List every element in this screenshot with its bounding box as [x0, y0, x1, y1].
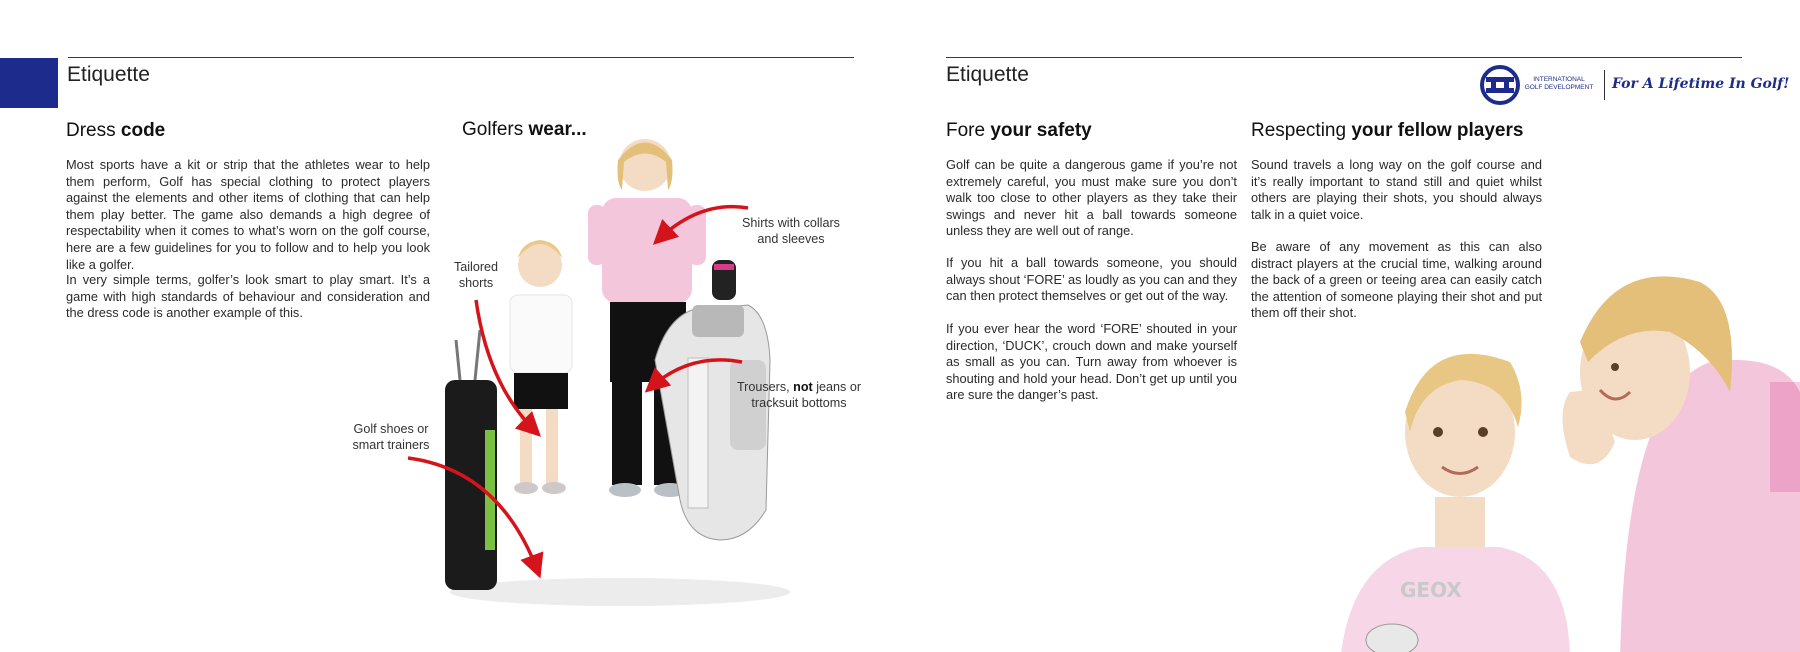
callout-shorts: Tailored shorts [453, 260, 499, 290]
dress-code-paragraph-1: Most sports have a kit or strip that the athletes wear to help them perform, Golf has special clothing to protect players against the elements and other items of clothing that can help them play better. The game also demands a high degree of respectability when it comes to what’s worn on the golf course, here are a few guidelines for you to follow and to help you look like a golfer. [66, 157, 430, 272]
dress-code-paragraph-2: In very simple terms, golfer’s look smart to play smart. It’s a game with high standards of behaviour and consideration and the dress code is another example of this. [66, 272, 430, 321]
svg-text:GEOX: GEOX [1400, 578, 1462, 602]
fore-paragraph-1: Golf can be quite a dangerous game if you’re not extremely careful, you must make sure you don’t walk too close to other players as they take their swings and never hit a ball towards someone unless they are well out of range. [946, 157, 1237, 239]
callout-shirts: Shirts with collars and sleeves [742, 216, 840, 246]
igd-emblem-icon [1480, 65, 1520, 105]
header-rule-right [946, 57, 1742, 58]
fore-paragraph-3: If you ever hear the word ‘FORE’ shouted in your direction, ‘DUCK’, crouch down and make yourself as small as you can. Turn away from whoever is shouting and hold your head. Don’t get up until you are sure the danger’s past. [946, 321, 1237, 403]
fore-safety-heading: Fore your safety [946, 120, 1092, 141]
section-title-left: Etiquette [67, 63, 150, 86]
igd-org-name: INTERNATIONAL GOLF DEVELOPMENT [1524, 76, 1594, 91]
callout-shoes: Golf shoes or smart trainers [352, 422, 430, 452]
whisper-photo [1270, 262, 1800, 652]
dress-code-heading: Dress code [66, 120, 166, 141]
respecting-paragraph-2: Be aware of any movement as this can also distract players at the crucial time, walking around the back of a green or teeing area can easily catch the attention of someone playing their shot and put them off their shot. [1251, 239, 1542, 321]
callout-trousers: Trousers, not jeans or tracksuit bottoms [736, 380, 862, 410]
respecting-heading: Respecting your fellow players [1251, 120, 1524, 141]
igd-tagline: For A Lifetime In Golf! [1612, 76, 1790, 92]
fore-paragraph-2: If you hit a ball towards someone, you should always shout ‘FORE’ as loudly as you can and they can then protect themselves or get out of the way. [946, 255, 1237, 304]
logo-divider [1604, 70, 1605, 100]
golfers-wear-heading: Golfers wear... [462, 119, 587, 140]
igd-logo [1480, 64, 1790, 108]
section-title-right: Etiquette [946, 63, 1029, 86]
respecting-paragraph-1: Sound travels a long way on the golf course and it’s really important to stand still and quiet whilst others are playing their shots, you should always talk in a quiet voice. [1251, 157, 1542, 222]
